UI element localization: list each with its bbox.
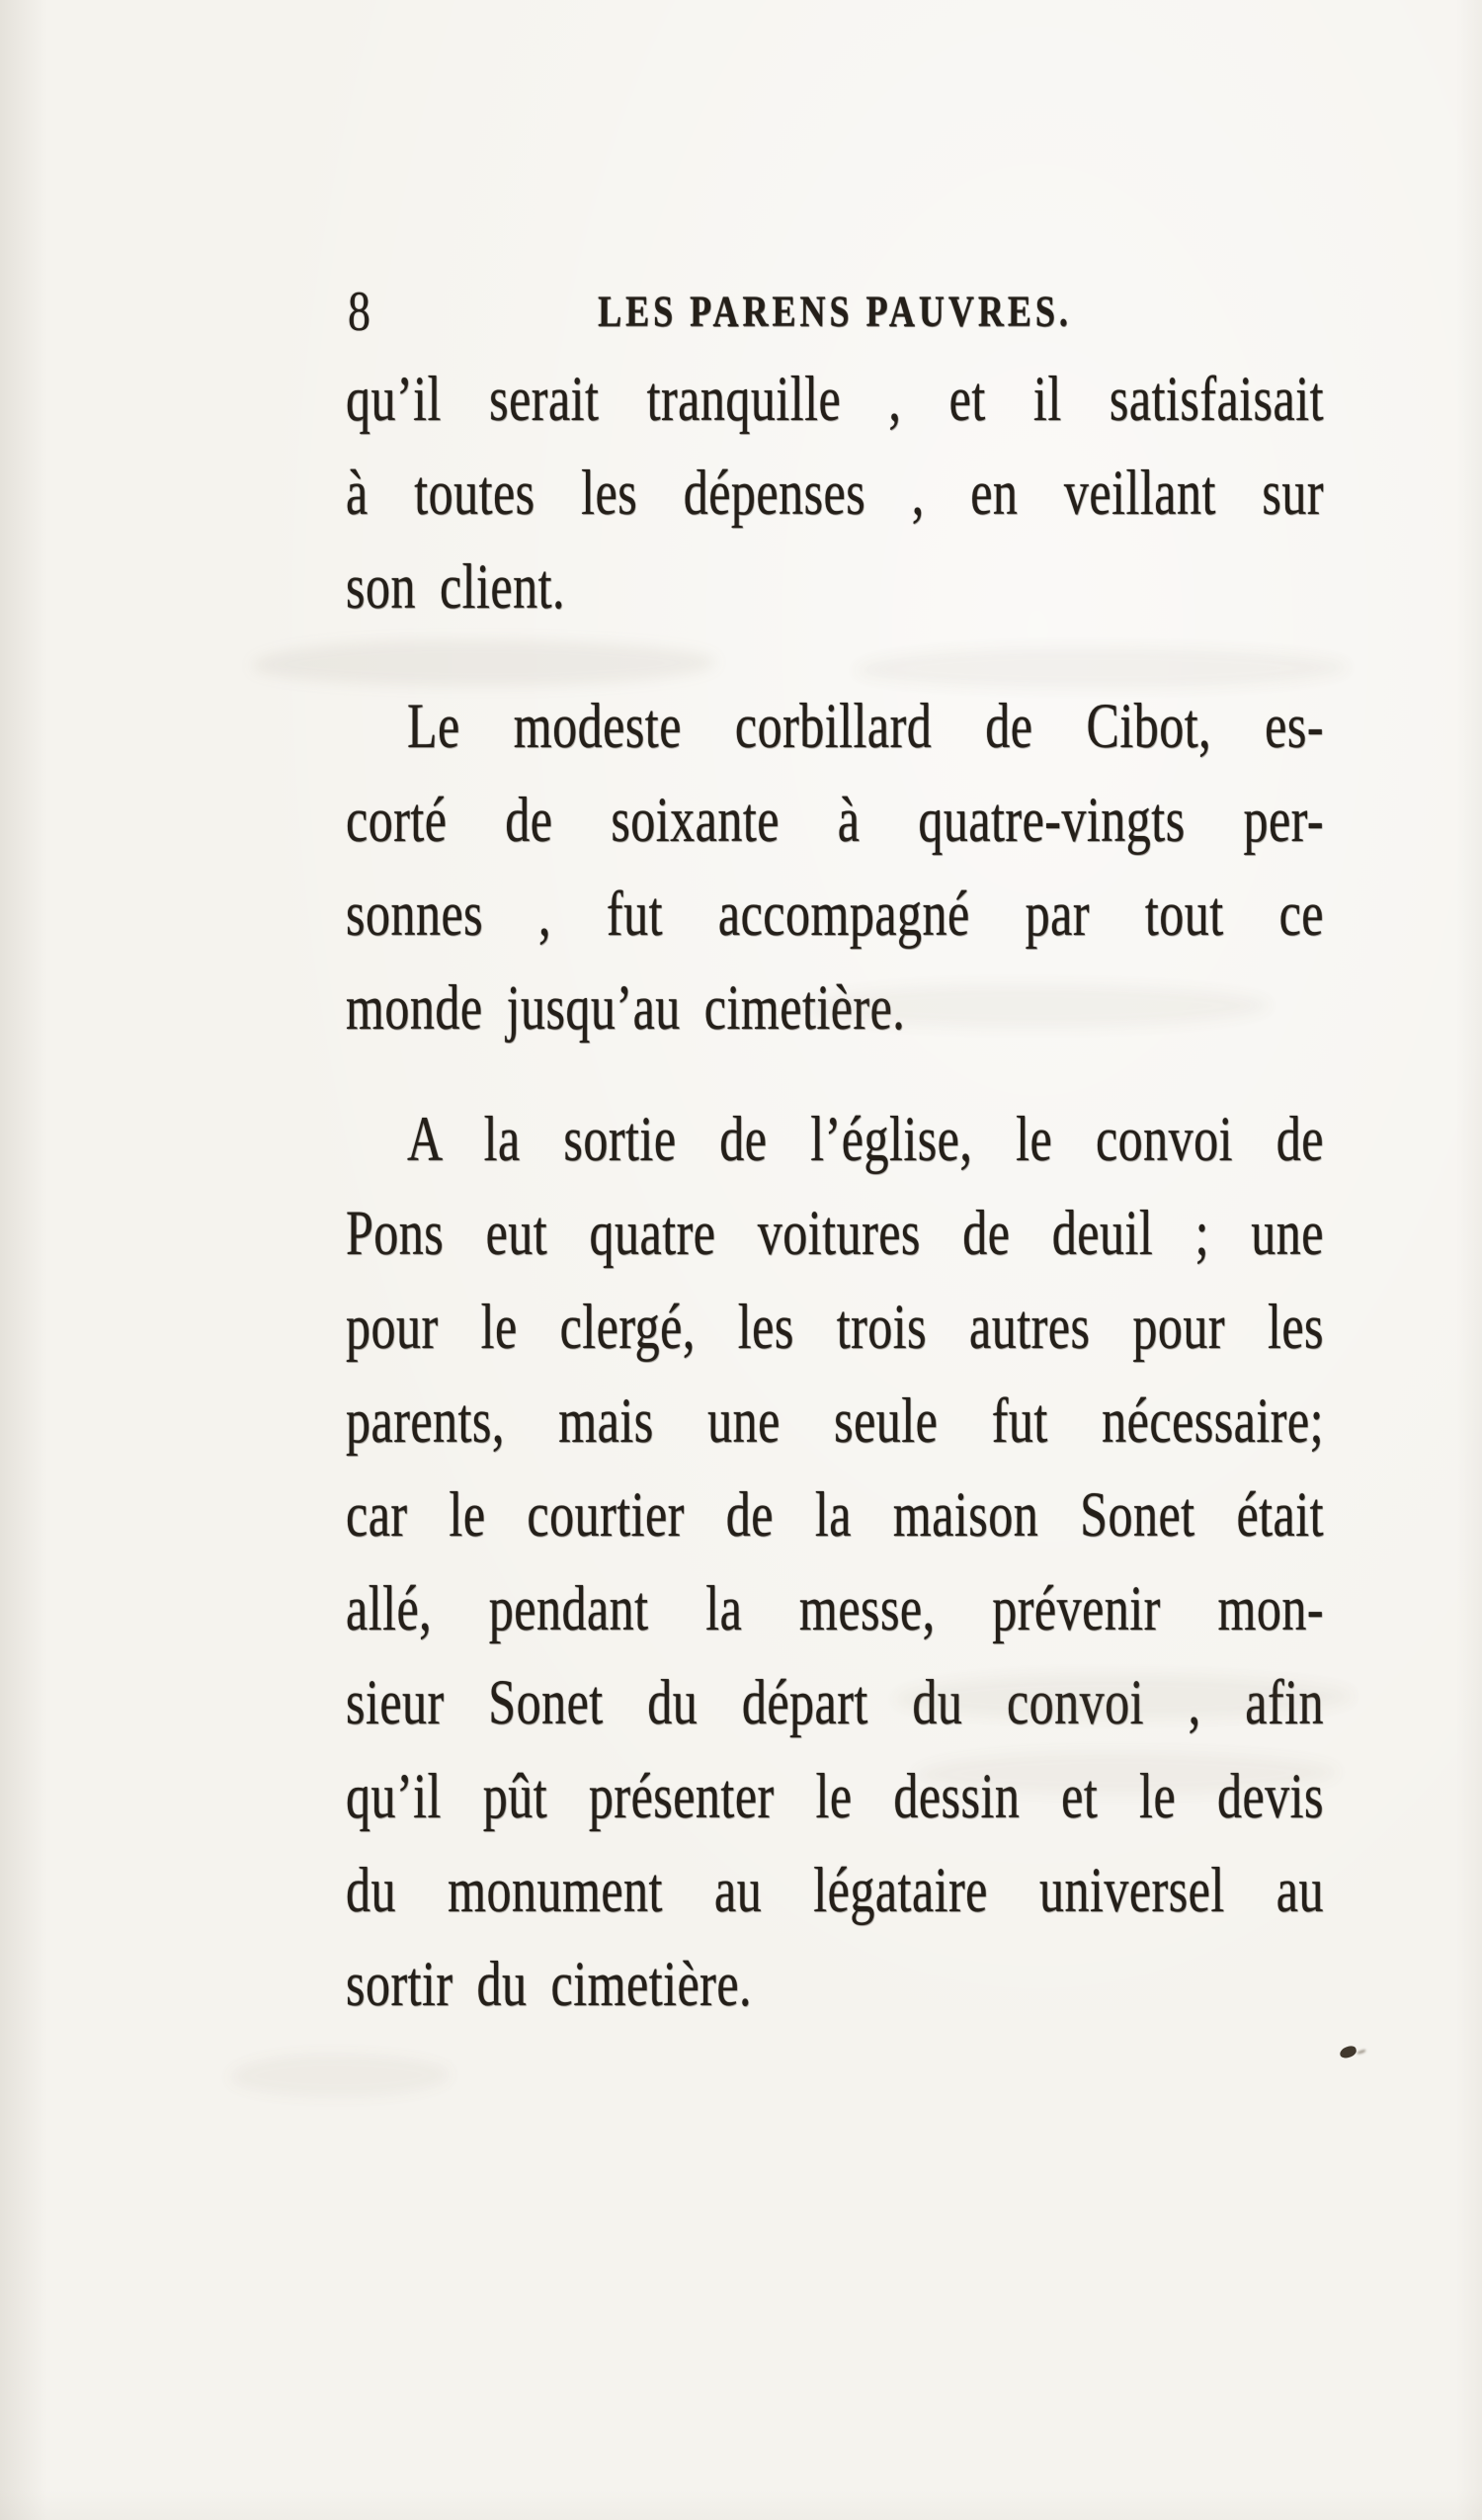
- text-line: qu’il serait tranquille , et il satisfaisait: [346, 362, 1324, 435]
- text-line: à toutes les dépenses , en veillant sur: [346, 456, 1324, 529]
- text-line: allé, pendant la messe, prévenir mon-: [346, 1571, 1324, 1644]
- page-header: [346, 279, 1324, 343]
- text-block: [346, 352, 1324, 2031]
- text-line: parents, mais une seule fut nécessaire;: [346, 1384, 1324, 1457]
- text-line: qu’il pût présenter le dessin et le devis: [346, 1759, 1324, 1832]
- text-line: son client.: [346, 549, 566, 623]
- text-line: sieur Sonet du départ du convoi , afin: [346, 1665, 1324, 1738]
- page-number: 8: [348, 279, 370, 343]
- text-line: corté de soixante à quatre-vingts per-: [346, 783, 1324, 856]
- text-line: Pons eut quatre voitures de deuil ; une: [346, 1196, 1324, 1269]
- text-line: sonnes , fut accompagné par tout ce: [346, 877, 1324, 950]
- paragraph-2: [346, 679, 1324, 1054]
- ink-speck: [1339, 2045, 1358, 2059]
- text-line: pour le clergé, les trois autres pour les: [346, 1290, 1324, 1363]
- text-line: A la sortie de l’église, le convoi de: [407, 1102, 1324, 1175]
- text-line: du monument au légataire universel au: [346, 1853, 1324, 1926]
- running-title: LES PARENS PAUVRES.: [598, 287, 1072, 336]
- ink-showthrough-smudge: [229, 2054, 452, 2097]
- text-line: Le modeste corbillard de Cibot, es-: [407, 689, 1324, 762]
- text-line: car le courtier de la maison Sonet était: [346, 1477, 1324, 1551]
- text-line: monde jusqu’au cimetière.: [346, 970, 906, 1044]
- paragraph-1: [346, 352, 1324, 633]
- paragraph-3: [346, 1092, 1324, 2031]
- text-line: sortir du cimetière.: [346, 1947, 753, 2020]
